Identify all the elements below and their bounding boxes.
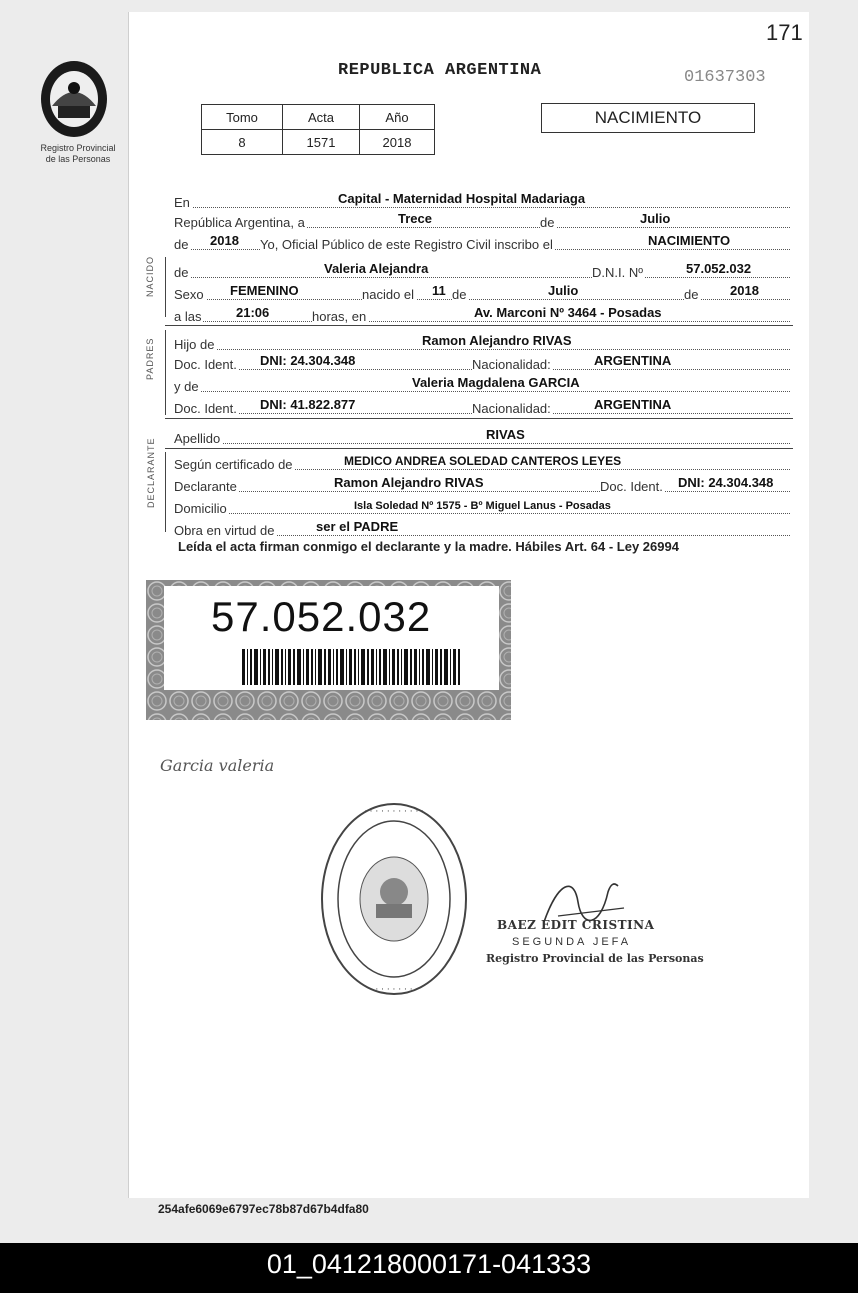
page-number: 171 [766, 20, 803, 45]
label-de-month: de [452, 287, 467, 302]
row-child-name [174, 258, 790, 280]
row-place [174, 188, 790, 210]
label-sexo: Sexo [174, 287, 204, 302]
mother-nationality-value: ARGENTINA [594, 397, 672, 412]
label-nacionalidad: Nacionalidad: [472, 357, 551, 372]
label-horas-en: horas, en [312, 309, 367, 324]
birth-day-value: 11 [432, 283, 446, 298]
birth-month-value: Julio [548, 283, 579, 298]
anio-value: 2018 [360, 130, 435, 155]
label-declarante: Declarante [174, 479, 237, 494]
child-dni-value: 57.052.032 [686, 261, 752, 276]
logo-caption-line1: Registro Provincial [40, 143, 116, 153]
label-a-las: a las [174, 309, 202, 324]
section-nacido: NACIDO [145, 255, 155, 297]
record-type-box: NACIMIENTO [541, 103, 755, 133]
registry-table [201, 104, 435, 155]
closing-statement: Leída el acta firman conmigo el declarante y la madre. Hábiles Art. 64 - Ley 26994 [178, 539, 679, 554]
row-address [174, 494, 790, 516]
section-padres [145, 360, 155, 380]
act-type-value: NACIMIENTO [648, 233, 731, 248]
row-time-place [174, 302, 790, 324]
dni-sticker-number: 57.052.032 [211, 593, 432, 640]
row-declarant [174, 472, 790, 494]
label-de-name: de [174, 265, 189, 280]
row-mother [174, 372, 790, 394]
label-doc-ident-mother: Doc. Ident. [174, 401, 237, 416]
row-father-doc [174, 350, 790, 372]
row-mother-doc [174, 394, 790, 416]
official-seal-icon [318, 800, 470, 1003]
label-obra-en-virtud: Obra en virtud de [174, 523, 275, 538]
label-yo-oficial: Yo, Oficial Público de este Registro Civil inscribo el [260, 237, 553, 252]
label-de: de [540, 215, 555, 230]
label-dni: D.N.I. Nº [592, 265, 643, 280]
row-sex [174, 280, 790, 302]
signatory-role: SEGUNDA JEFA [512, 936, 632, 948]
label-hijo-de: Hijo de [174, 337, 215, 352]
certificate-by-value: MEDICO ANDREA SOLEDAD CANTEROS LEYES [344, 454, 622, 468]
row-year [174, 230, 790, 252]
row-by-virtue [174, 516, 790, 538]
label-domicilio: Domicilio [174, 501, 227, 516]
section-declarante [146, 478, 156, 508]
birth-year-value: 2018 [730, 283, 759, 298]
declarant-doc-value: DNI: 24.304.348 [678, 475, 774, 490]
label-republica: República Argentina, a [174, 215, 305, 230]
place-value: Capital - Maternidad Hospital Madariaga [338, 191, 586, 206]
row-father [174, 330, 790, 352]
logo-caption-line2: de las Personas [45, 154, 111, 164]
sex-value: FEMENINO [230, 283, 299, 298]
signatory-organization: Registro Provincial de las Personas [486, 952, 704, 965]
svg-text:· · · · · · · · · · ·: · · · · · · · · · · · [363, 807, 425, 817]
document-hash: 254afe6069e6797ec78b87d67b4dfa80 [158, 1202, 369, 1216]
month-value: Julio [640, 211, 671, 226]
label-nacido-el: nacido el [362, 287, 415, 302]
child-name-value: Valeria Alejandra [324, 261, 429, 276]
acta-value: 1571 [283, 130, 360, 155]
label-segun-certificado: Según certificado de [174, 457, 293, 472]
logo-caption [28, 143, 128, 165]
barcode-icon [242, 649, 462, 690]
label-nacionalidad-mother: Nacionalidad: [472, 401, 551, 416]
serial-number: 01637303 [684, 68, 766, 87]
mother-name-value: Valeria Magdalena GARCIA [412, 375, 580, 390]
row-date [174, 208, 790, 230]
province-emblem-icon [38, 58, 110, 140]
svg-text:· · · · · · · · ·: · · · · · · · · · [369, 985, 419, 995]
declarant-name-value: Ramon Alejandro RIVAS [334, 475, 484, 490]
label-doc-ident: Doc. Ident. [174, 357, 237, 372]
father-name-value: Ramon Alejandro RIVAS [422, 333, 572, 348]
father-nationality-value: ARGENTINA [594, 353, 672, 368]
label-de-year: de [174, 237, 189, 252]
birth-time-value: 21:06 [236, 305, 270, 320]
anio-header: Año [360, 105, 435, 130]
label-en: En [174, 195, 190, 210]
row-surname [174, 424, 790, 446]
label-y-de: y de [174, 379, 199, 394]
by-virtue-value: ser el PADRE [316, 519, 399, 534]
signatory-name: BAEZ EDIT CRISTINA [497, 918, 655, 932]
year-value: 2018 [210, 233, 239, 248]
label-de-year2: de [684, 287, 699, 302]
father-doc-value: DNI: 24.304.348 [260, 353, 356, 368]
row-certificate [174, 450, 790, 472]
tomo-value: 8 [202, 130, 283, 155]
day-value: Trece [398, 211, 432, 226]
address-value: Isla Soledad Nº 1575 - Bº Miguel Lanus - Posadas [354, 500, 611, 512]
tomo-header: Tomo [202, 105, 283, 130]
acta-header: Acta [283, 105, 360, 130]
footer-id: 01_041218000171-041333 [0, 1243, 858, 1293]
label-apellido: Apellido [174, 431, 221, 446]
surname-value: RIVAS [486, 427, 525, 442]
label-doc-ident-declarant: Doc. Ident. [600, 479, 663, 494]
birth-place-value: Av. Marconi Nº 3464 - Posadas [474, 305, 662, 320]
document-title: REPUBLICA ARGENTINA [338, 61, 542, 80]
handwritten-note: Garcia valeria [160, 756, 275, 775]
mother-doc-value: DNI: 41.822.877 [260, 397, 356, 412]
